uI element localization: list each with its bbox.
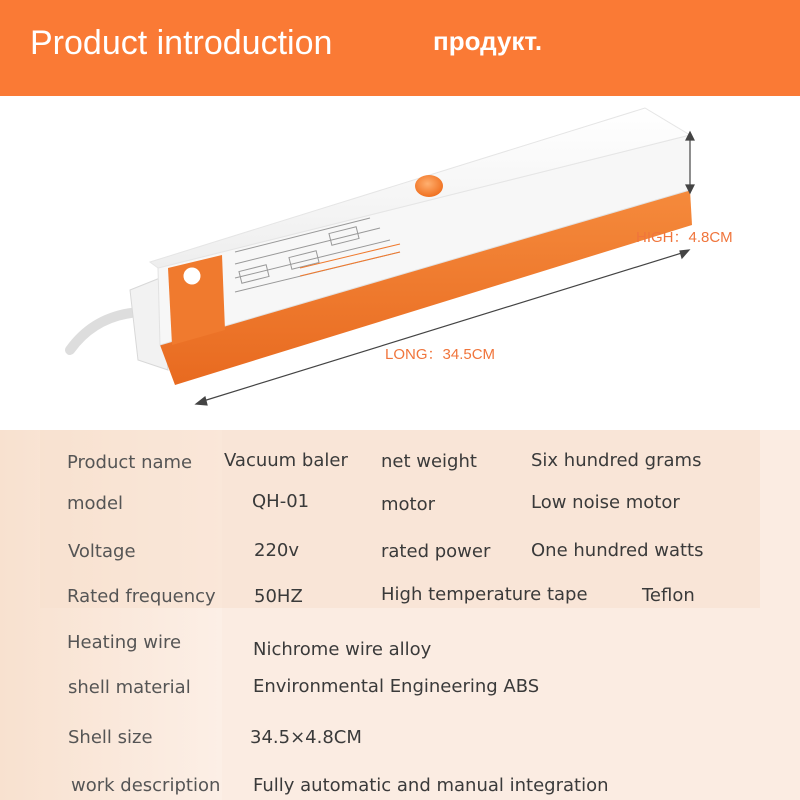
spec-label-voltage: Voltage <box>68 541 136 562</box>
spec-value-rated-frequency: 50HZ <box>254 586 303 607</box>
spec-label-motor: motor <box>381 494 436 515</box>
spec-value-voltage: 220v <box>254 540 300 561</box>
height-dimension-label: HIGH：4.8CM <box>636 229 733 246</box>
header-banner <box>0 0 800 96</box>
spec-label-high-temperature-tape: High temperature tape <box>381 584 588 605</box>
spec-value-heating-wire: Nichrome wire alloy <box>253 639 432 660</box>
spec-value-work-description: Fully automatic and manual integration <box>253 775 609 796</box>
logo-icon <box>183 267 201 285</box>
spec-label-product-name: Product name <box>67 452 193 473</box>
product-image-area <box>0 96 800 430</box>
spec-label-shell-material: shell material <box>68 677 191 698</box>
vacuum-sealer-illustration <box>0 96 800 430</box>
length-dimension-label: LONG：34.5CM <box>385 346 496 363</box>
banner-title: Product introduction <box>30 24 333 62</box>
spec-value-product-name: Vacuum baler <box>224 450 348 471</box>
spec-label-net-weight: net weight <box>381 451 477 472</box>
spec-value-shell-size: 34.5×4.8CM <box>250 727 362 748</box>
spec-value-model: QH-01 <box>252 491 310 512</box>
specification-table <box>0 430 800 800</box>
vacuum-button <box>415 175 443 197</box>
spec-value-motor: Low noise motor <box>531 492 680 513</box>
spec-value-shell-material: Environmental Engineering ABS <box>253 676 540 697</box>
banner-title-ru: продукт. <box>433 26 543 56</box>
spec-label-rated-frequency: Rated frequency <box>67 586 216 607</box>
spec-value-rated-power: One hundred watts <box>531 540 704 561</box>
spec-label-heating-wire: Heating wire <box>67 632 182 653</box>
spec-label-shell-size: Shell size <box>68 727 153 748</box>
spec-value-net-weight: Six hundred grams <box>531 450 702 471</box>
spec-value-high-temperature-tape: Teflon <box>642 585 695 606</box>
spec-label-model: model <box>67 493 124 514</box>
spec-label-rated-power: rated power <box>381 541 491 562</box>
power-cord <box>70 312 140 350</box>
spec-label-work-description: work description <box>71 775 221 796</box>
